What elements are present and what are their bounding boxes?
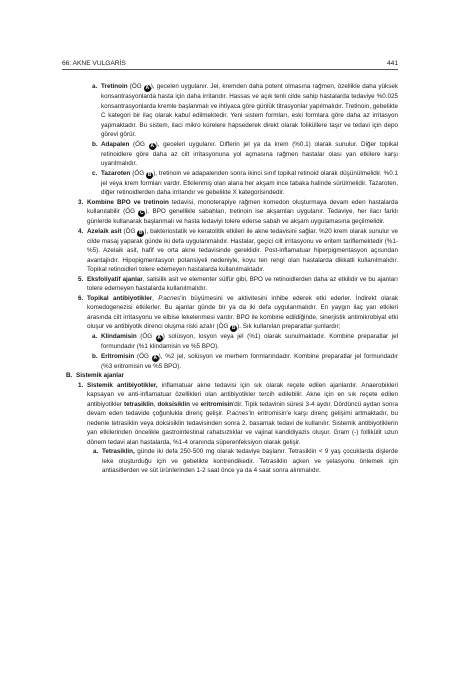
list-marker: a. bbox=[92, 333, 98, 340]
list-marker: a. bbox=[93, 448, 99, 455]
list-item bbox=[66, 352, 398, 372]
chapter-title: 66: AKNE VULGARİS bbox=[62, 60, 126, 67]
list-marker: c. bbox=[92, 169, 98, 177]
list-item-text: Topikal antibiyotikler, P.acnes'in büyümesini ve aktivitesini inhibe ederek etki ederler. İndirekt olarak komedogenezisi etkilerler. Bu ajanlar günde bir ya da iki defa uygulanmalıdır. En yaygın ilaç yan etkileri arasında cilt irritasyonu ve elbise lekelenmesi vardır. BPO ile kombine edildiğinde, sinerjistik antimikrobiyal etki oluşur ve antibiyotik direnci oluşma riski azalır (ÖG B ). Sık kullanılan preparatlar şunlardır; bbox=[87, 294, 399, 331]
evidence-badge: B bbox=[231, 325, 236, 331]
evidence-badge: B bbox=[139, 229, 143, 236]
evidence-badge: A bbox=[153, 354, 157, 361]
list-marker: 5. bbox=[78, 275, 84, 283]
list-item-text: Sistemik antibiyotikler, inflamatuar akne tedavisi için sık olarak reçete edilen ajanlardır. Anaerobikleri kapsayan ve anti-inflamatuar özellikleri olan antibiyotikler tercih edilebilir. Akne için en sık reçete edilen antibiyotikler tetrasiklin, doksisiklin ve eritromisin'dir. Tipik tedavinin süresi 3-4 aydır. Dördüncü aydan sonra devam eden tedavide çoğunlukla direnç gelişir. P.acnes'in eritromisin'e karşı direnç gelişimi artmaktadır, bu nedenle tetrasiklin veya doksisiklin tedavisinden sonra 2. basamak tedavi de kullanılır. Sistemik antibiyotiklerin yan etkilerinden öncelikle gastrointestinal rahatsızlıklar ve vajinal kandidiyazis oluşur. Gram (-) follikülit uzun dönem tedavi alan hastalarda, %1-4 oranında süperenfeksiyon olarak gelişir. bbox=[87, 381, 399, 446]
list-marker: 3. bbox=[78, 198, 84, 206]
evidence-badge: A bbox=[150, 142, 154, 149]
evidence-badge: A bbox=[145, 85, 150, 91]
list-item bbox=[66, 140, 398, 169]
list-item bbox=[66, 275, 398, 294]
list-item bbox=[66, 227, 398, 275]
list-item-text: Azelaik asit (ÖG B ), bakteriostatik ve keratolitik etkileri ile akne tedavisini sağlar. %20 krem olarak sunulur ve cilde masaj yaparak günde iki defa uygulanmalıdır. Hastalar, geçici cilt irritasyonu ve eritem tariflemektedir (%1-%5). Azelaik asit, hafif ve orta akne tedavisinde gereklidir. Post-inflamatuar hiperpigmentasyon açısından avantajlıdır. Hipopigmentasyon potansiyeli nedeniyle, koyu ten rengi olan hastalarda dikkatli kullanılmalıdır. Topikal retinoidleri tolere edemeyen hastalarda kullanılmaktadır. bbox=[87, 227, 398, 273]
list-marker: b. bbox=[92, 140, 98, 148]
list-item bbox=[66, 294, 398, 333]
body-text bbox=[66, 82, 398, 476]
running-header bbox=[62, 60, 398, 70]
list-item bbox=[66, 82, 398, 140]
list-item-text: Tetrasiklin, günde iki defa 250-500 mg olarak tedaviye başlanır. Tetrasiklin < 9 yaş çocuklarda dişlerde leke oluşturduğu için ve gebelikte kontrendikedir. Tetrasiklin açken ve şelasyonu önlemek için antiasitlerden ve süt ürünlerinden 1-2 saat önce ya da 4 saat sonra alınmalıdır. bbox=[102, 448, 398, 474]
list-marker: 6. bbox=[78, 294, 84, 302]
list-item-text: Tazaroten (ÖG B ), tretinoin ve adapalenden sonra ikinci sınıf topikal retinoid olarak düşünülmelidir. %0.1 jel veya krem formları vardır. Etkilenmiş olan alana her akşam ince tabaka halinde sürülmelidir. Tazaroten, diğer retinoidlerden daha irritandır ve gebelikte X kategorisindedir. bbox=[101, 169, 398, 196]
list-item-text: Eksfoliyatif ajanlar, salisilik asit ve elementer sülfür gibi, BPO ve retinoidlerden daha az etkilidir ve bu ajanları tolere edemeyen hastalarda kullanılmalıdır. bbox=[87, 275, 398, 292]
list-marker: 4. bbox=[78, 227, 84, 235]
list-item-text: Eritromisin (ÖG A ), %2 jel, solüsyon ve merhem formlarındadır. Kombine preparatlar jel formundadır (%3 eritromisin ve %5 BPO). bbox=[101, 352, 398, 370]
page-number: 441 bbox=[386, 60, 398, 67]
list-item bbox=[66, 332, 398, 352]
list-item bbox=[66, 381, 398, 448]
list-item bbox=[66, 447, 398, 476]
list-item-text: Kombine BPO ve tretinoin tedavisi, monoterapiye rağmen komedon oluşturmaya devam eden hastalarda kullanılabilir (ÖG C ). BPO genellikle sabahları, tretinoin ise akşamları uygulanır. Tedaviye, her ilacı farklı günlerde kullanarak başlanmalı ve hasta tedaviyi tolere ederse sabah ve akşam uygulamasına geçilmelidir. bbox=[87, 198, 398, 225]
list-marker: B. bbox=[66, 372, 73, 379]
list-item-text: Klindamisin (ÖG A ) solüsyon, losyon veya jel (%1) olarak sunulmaktadır. Kombine preparatlar jel formundadır (%1 klindamisin ve %5 BPO). bbox=[101, 333, 398, 350]
list-item bbox=[66, 169, 398, 198]
list-item-text: Adapalen (ÖG A ), geceleri uygulanır. Differin jel ya da krem (%0.1) olarak sunulur. Diğer topikal retinoidlere göre daha az cilt irritasyonuna yol açmasına rağmen hastalar olası yan etkilere karşı uyarılmalıdır. bbox=[101, 140, 398, 167]
list-item-text: Tretinoin (ÖG A ), geceleri uygulanır. Jel, kremden daha potent olmasına rağmen, özellikle daha yüksek konsantrasyonlarda hasta için daha irritandır. Hassas ve açık tenli cilde sahip hastalarda tedaviye %0.025 konsantrasyonlarda kremle başlanmalı ve ihtiyaca göre günlük titrasyonlar yapılmalıdır. Tretinoin, gebelikte C kategori bir ilaç olarak kabul edilmektedir. Yeni sistem formları, eski formlara göre daha az irritasyon yapmaktadır. Bu sistem, ilacı mikro kürelere hapsederek direkt olarak foliküllere taşır ve tedavi için depo görevi görür. bbox=[101, 83, 398, 138]
evidence-badge: C bbox=[140, 210, 144, 216]
evidence-badge: B bbox=[147, 171, 152, 178]
list-item bbox=[66, 371, 398, 381]
list-marker: a. bbox=[92, 83, 98, 90]
list-item-text: Sistemik ajanlar bbox=[76, 372, 124, 379]
list-item bbox=[66, 198, 398, 227]
list-marker: b. bbox=[92, 352, 98, 360]
list-marker: 1. bbox=[78, 381, 84, 389]
evidence-badge: A bbox=[157, 335, 162, 341]
